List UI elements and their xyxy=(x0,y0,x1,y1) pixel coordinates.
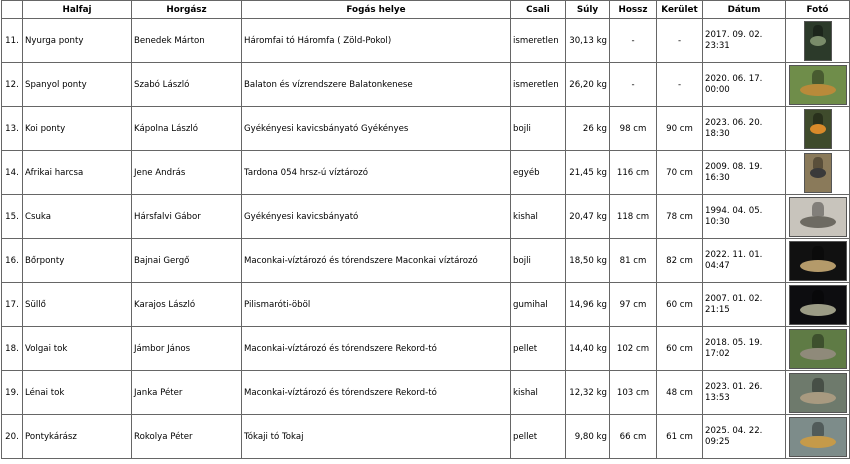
weight-cell: 20,47 kg xyxy=(566,195,610,239)
rank-cell: 20. xyxy=(2,415,23,459)
weight-cell: 30,13 kg xyxy=(566,19,610,63)
angler-silhouette xyxy=(812,334,824,348)
place-cell: Gyékényesi kavicsbányató Gyékényes xyxy=(242,107,511,151)
date-time: 09:25 xyxy=(705,436,730,447)
date-text xyxy=(705,338,783,360)
girth-cell: 90 cm xyxy=(657,107,703,151)
photo-cell xyxy=(786,63,850,107)
catch-photo[interactable] xyxy=(789,241,847,281)
date-text xyxy=(705,426,783,448)
angler-cell: Jene András xyxy=(132,151,242,195)
bait-cell: bojli xyxy=(511,107,566,151)
angler-cell: Bajnai Gergő xyxy=(132,239,242,283)
catch-photo[interactable] xyxy=(804,21,832,61)
catch-photo[interactable] xyxy=(804,153,832,193)
date-cell xyxy=(703,239,786,283)
place-cell: Háromfai tó Háromfa ( Zöld-Pokol) xyxy=(242,19,511,63)
girth-cell: 78 cm xyxy=(657,195,703,239)
weight-cell: 18,50 kg xyxy=(566,239,610,283)
header-angler[interactable]: Horgász xyxy=(132,1,242,19)
weight-cell: 14,96 kg xyxy=(566,283,610,327)
weight-cell: 21,45 kg xyxy=(566,151,610,195)
date-cell xyxy=(703,107,786,151)
date-cell xyxy=(703,63,786,107)
header-date[interactable]: Dátum xyxy=(703,1,786,19)
date-time: 10:30 xyxy=(705,216,730,227)
header-rank xyxy=(2,1,23,19)
angler-silhouette xyxy=(813,25,823,37)
date-text xyxy=(705,206,783,228)
date-time: 00:00 xyxy=(705,84,730,95)
bait-cell: bojli xyxy=(511,239,566,283)
place-cell: Maconkai-víztározó és tórendszere Maconkai víztározó xyxy=(242,239,511,283)
girth-cell: 82 cm xyxy=(657,239,703,283)
rank-cell: 16. xyxy=(2,239,23,283)
girth-cell: 60 cm xyxy=(657,327,703,371)
place-cell: Gyékényesi kavicsbányató xyxy=(242,195,511,239)
photo-cell xyxy=(786,283,850,327)
date-cell xyxy=(703,283,786,327)
header-weight[interactable]: Súly xyxy=(566,1,610,19)
length-cell: 102 cm xyxy=(610,327,657,371)
catch-photo[interactable] xyxy=(789,285,847,325)
species-cell: Nyurga ponty xyxy=(23,19,132,63)
catch-photo[interactable] xyxy=(804,109,832,149)
rank-cell: 14. xyxy=(2,151,23,195)
species-cell: Pontykárász xyxy=(23,415,132,459)
date-text xyxy=(705,74,783,96)
angler-silhouette xyxy=(812,290,824,304)
angler-cell: Szabó László xyxy=(132,63,242,107)
length-cell: 98 cm xyxy=(610,107,657,151)
angler-silhouette xyxy=(812,202,824,216)
header-place[interactable]: Fogás helye xyxy=(242,1,511,19)
catch-photo[interactable] xyxy=(789,197,847,237)
header-photo: Fotó xyxy=(786,1,850,19)
angler-silhouette xyxy=(812,246,824,260)
catch-photo[interactable] xyxy=(789,417,847,457)
table-row xyxy=(2,19,850,63)
date-cell xyxy=(703,415,786,459)
table-row xyxy=(2,107,850,151)
date-cell xyxy=(703,195,786,239)
species-cell: Csuka xyxy=(23,195,132,239)
date-cell xyxy=(703,19,786,63)
date-time: 17:02 xyxy=(705,348,730,359)
table-row xyxy=(2,195,850,239)
rank-cell: 19. xyxy=(2,371,23,415)
angler-cell: Jámbor János xyxy=(132,327,242,371)
fish-shape xyxy=(810,36,826,46)
weight-cell: 14,40 kg xyxy=(566,327,610,371)
girth-cell: 61 cm xyxy=(657,415,703,459)
date-day: 2025. 04. 22. xyxy=(705,425,763,436)
fish-shape xyxy=(800,84,836,96)
angler-cell: Karajos László xyxy=(132,283,242,327)
angler-silhouette xyxy=(813,113,823,125)
date-day: 2023. 01. 26. xyxy=(705,381,763,392)
table-header xyxy=(2,1,850,19)
date-cell xyxy=(703,371,786,415)
header-row xyxy=(2,1,850,19)
date-cell xyxy=(703,151,786,195)
rank-cell: 12. xyxy=(2,63,23,107)
weight-cell: 26 kg xyxy=(566,107,610,151)
table-row xyxy=(2,239,850,283)
bait-cell: pellet xyxy=(511,327,566,371)
angler-silhouette xyxy=(812,70,824,84)
photo-cell xyxy=(786,327,850,371)
bait-cell: pellet xyxy=(511,415,566,459)
angler-silhouette xyxy=(812,422,824,436)
catch-photo[interactable] xyxy=(789,65,847,105)
place-cell: Balaton és vízrendszere Balatonkenese xyxy=(242,63,511,107)
photo-cell xyxy=(786,107,850,151)
photo-cell xyxy=(786,19,850,63)
species-cell: Afrikai harcsa xyxy=(23,151,132,195)
date-time: 23:31 xyxy=(705,40,730,51)
date-text xyxy=(705,162,783,184)
species-cell: Bőrponty xyxy=(23,239,132,283)
date-text xyxy=(705,382,783,404)
rank-cell: 11. xyxy=(2,19,23,63)
fish-shape xyxy=(800,348,836,360)
fish-shape xyxy=(800,260,836,272)
girth-cell: 60 cm xyxy=(657,283,703,327)
species-cell: Volgai tok xyxy=(23,327,132,371)
date-text xyxy=(705,294,783,316)
photo-cell xyxy=(786,151,850,195)
date-day: 2020. 06. 17. xyxy=(705,73,763,84)
catch-photo[interactable] xyxy=(789,329,847,369)
fish-shape xyxy=(800,436,836,448)
bait-cell: kishal xyxy=(511,195,566,239)
angler-cell: Hársfalvi Gábor xyxy=(132,195,242,239)
length-cell: 81 cm xyxy=(610,239,657,283)
length-cell: - xyxy=(610,63,657,107)
date-day: 2018. 05. 19. xyxy=(705,337,763,348)
photo-cell xyxy=(786,371,850,415)
bait-cell: ismeretlen xyxy=(511,63,566,107)
date-time: 13:53 xyxy=(705,392,730,403)
place-cell: Tardona 054 hrsz-ú víztározó xyxy=(242,151,511,195)
records-table xyxy=(1,0,850,459)
angler-cell: Kápolna László xyxy=(132,107,242,151)
header-bait[interactable]: Csali xyxy=(511,1,566,19)
place-cell: Maconkai-víztározó és tórendszere Rekord-tó xyxy=(242,327,511,371)
rank-cell: 13. xyxy=(2,107,23,151)
angler-cell: Benedek Márton xyxy=(132,19,242,63)
header-girth[interactable]: Kerület xyxy=(657,1,703,19)
bait-cell: kishal xyxy=(511,371,566,415)
rank-cell: 18. xyxy=(2,327,23,371)
bait-cell: egyéb xyxy=(511,151,566,195)
date-day: 1994. 04. 05. xyxy=(705,205,763,216)
date-text xyxy=(705,250,783,272)
angler-silhouette xyxy=(812,378,824,392)
photo-cell xyxy=(786,239,850,283)
catch-photo[interactable] xyxy=(789,373,847,413)
place-cell: Tókaji tó Tokaj xyxy=(242,415,511,459)
table-row xyxy=(2,371,850,415)
girth-cell: - xyxy=(657,19,703,63)
weight-cell: 12,32 kg xyxy=(566,371,610,415)
photo-cell xyxy=(786,415,850,459)
date-time: 18:30 xyxy=(705,128,730,139)
date-day: 2023. 06. 20. xyxy=(705,117,763,128)
table-row xyxy=(2,151,850,195)
date-time: 21:15 xyxy=(705,304,730,315)
table-body xyxy=(2,19,850,459)
rank-cell: 17. xyxy=(2,283,23,327)
date-day: 2022. 11. 01. xyxy=(705,249,763,260)
header-length[interactable]: Hossz xyxy=(610,1,657,19)
date-text xyxy=(705,118,783,140)
weight-cell: 9,80 kg xyxy=(566,415,610,459)
rank-cell: 15. xyxy=(2,195,23,239)
date-time: 04:47 xyxy=(705,260,730,271)
length-cell: - xyxy=(610,19,657,63)
species-cell: Koi ponty xyxy=(23,107,132,151)
girth-cell: 48 cm xyxy=(657,371,703,415)
date-day: 2017. 09. 02. xyxy=(705,29,763,40)
length-cell: 118 cm xyxy=(610,195,657,239)
photo-cell xyxy=(786,195,850,239)
species-cell: Spanyol ponty xyxy=(23,63,132,107)
girth-cell: 70 cm xyxy=(657,151,703,195)
date-cell xyxy=(703,327,786,371)
date-time: 16:30 xyxy=(705,172,730,183)
fish-shape xyxy=(810,124,826,134)
date-text xyxy=(705,30,783,52)
length-cell: 103 cm xyxy=(610,371,657,415)
angler-silhouette xyxy=(813,157,823,169)
table-row xyxy=(2,283,850,327)
table-row xyxy=(2,327,850,371)
place-cell: Pilismaróti-öböl xyxy=(242,283,511,327)
weight-cell: 26,20 kg xyxy=(566,63,610,107)
table-row xyxy=(2,63,850,107)
date-day: 2007. 01. 02. xyxy=(705,293,763,304)
fish-shape xyxy=(800,304,836,316)
length-cell: 97 cm xyxy=(610,283,657,327)
fish-shape xyxy=(800,392,836,404)
place-cell: Maconkai-víztározó és tórendszere Rekord-tó xyxy=(242,371,511,415)
girth-cell: - xyxy=(657,63,703,107)
angler-cell: Rokolya Péter xyxy=(132,415,242,459)
bait-cell: ismeretlen xyxy=(511,19,566,63)
species-cell: Lénai tok xyxy=(23,371,132,415)
date-day: 2009. 08. 19. xyxy=(705,161,763,172)
angler-cell: Janka Péter xyxy=(132,371,242,415)
bait-cell: gumihal xyxy=(511,283,566,327)
fish-shape xyxy=(810,168,826,178)
species-cell: Süllő xyxy=(23,283,132,327)
table-row xyxy=(2,415,850,459)
fish-shape xyxy=(800,216,836,228)
header-species[interactable]: Halfaj xyxy=(23,1,132,19)
length-cell: 66 cm xyxy=(610,415,657,459)
length-cell: 116 cm xyxy=(610,151,657,195)
